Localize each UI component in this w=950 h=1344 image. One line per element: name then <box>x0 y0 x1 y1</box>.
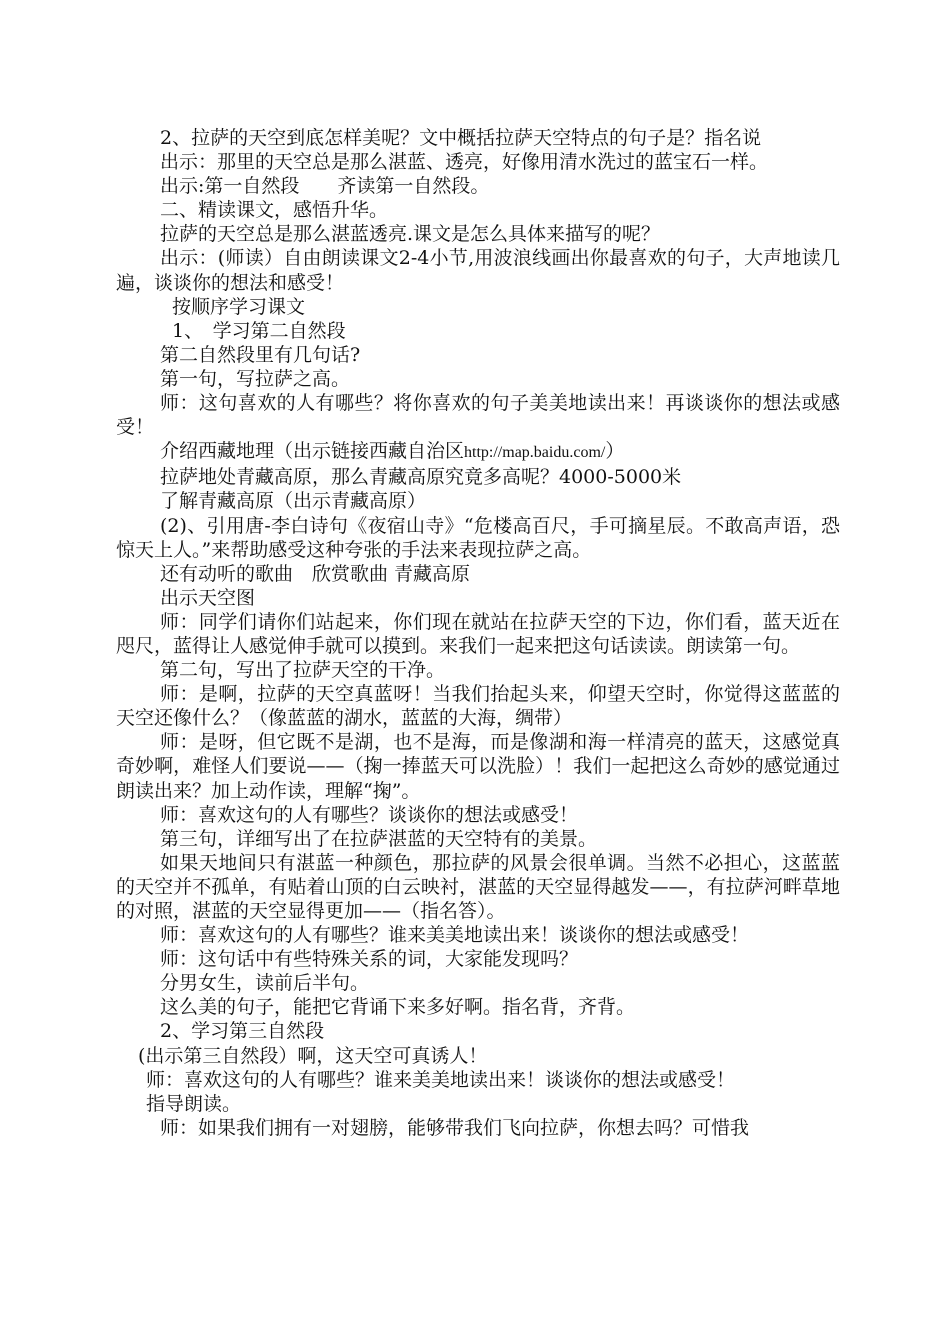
paragraph-text: 分男女生，读前后半句。 <box>160 972 370 995</box>
paragraph-text: 师：是呀，但它既不是湖，也不是海，而是像湖和海一样清亮的蓝天，这感觉真奇妙啊，难怪人们要说——（掬一捧蓝天可以洗脸）！我们一起把这么奇妙的感觉通过朗读出来？加上动作读，理解“掬”。 <box>116 731 840 802</box>
paragraph-text: 1、 学习第二自然段 <box>172 319 346 342</box>
paragraph <box>116 803 840 827</box>
paragraph-text: (出示第三自然段）啊，这天空可真诱人！ <box>138 1044 488 1067</box>
paragraph <box>116 586 840 610</box>
paragraph-text: 师：喜欢这句的人有哪些？谁来美美地读出来！谈谈你的想法或感受！ <box>160 924 750 947</box>
paragraph <box>116 439 840 465</box>
paragraph <box>116 319 840 343</box>
paragraph <box>116 514 840 562</box>
paragraph <box>116 295 840 319</box>
paragraph-text: 2、拉萨的天空到底怎样美呢？文中概括拉萨天空特点的句子是？指名说 <box>160 127 762 149</box>
paragraph-text: 二、精读课文，感悟升华。 <box>160 199 389 222</box>
paragraph <box>116 174 840 198</box>
paragraph <box>116 851 840 923</box>
paragraph <box>116 1092 840 1116</box>
paragraph <box>116 682 840 730</box>
paragraph-text: 师：同学们请你们站起来，你们现在就站在拉萨天空的下边，你们看，蓝天近在咫尺，蓝得让人感觉伸手就可以摸到。来我们一起来把这句话读读。朗读第一句。 <box>116 610 840 657</box>
paragraph <box>116 827 840 851</box>
paragraph <box>116 562 840 586</box>
paragraph <box>116 391 840 439</box>
paragraph-text: 指导朗读。 <box>146 1092 242 1115</box>
paragraph <box>116 1044 840 1068</box>
paragraph <box>116 995 840 1019</box>
paragraph-text: 第三句，详细写出了在拉萨湛蓝的天空特有的美景。 <box>160 827 598 850</box>
paragraph-text: 师：这句话中有些特殊关系的词，大家能发现吗？ <box>160 948 579 971</box>
paragraph <box>116 730 840 802</box>
paragraph <box>116 610 840 658</box>
paragraph <box>116 658 840 682</box>
paragraph <box>116 1068 840 1092</box>
paragraph-text: 出示：那里的天空总是那么湛蓝、透亮，好像用清水洗过的蓝宝石一样。 <box>160 151 769 174</box>
paragraph-text: (2)、引用唐-李白诗句《夜宿山寺》“危楼高百尺，手可摘星辰。不敢高声语，恐惊天上人。”来帮助感受这种夸张的手法来表现拉萨之高。 <box>116 514 840 561</box>
paragraph-text: 还有动听的歌曲 欣赏歌曲 青藏高原 <box>160 562 471 585</box>
paragraph-text: 按顺序学习课文 <box>172 295 306 318</box>
paragraph <box>116 343 840 367</box>
paragraph-tail: ） <box>605 440 625 463</box>
paragraph-text: 介绍西藏地理（出示链接西藏自治区 <box>160 440 465 463</box>
paragraph <box>116 198 840 222</box>
paragraph <box>116 465 840 489</box>
paragraph <box>116 222 840 246</box>
paragraph-text: 师：这句喜欢的人有哪些？将你喜欢的句子美美地读出来！再谈谈你的想法或感受！ <box>116 392 840 439</box>
paragraph-text: 2、学习第三自然段 <box>160 1020 325 1043</box>
paragraph-text: 第一句，写拉萨之高。 <box>160 367 351 390</box>
paragraph-text: 出示天空图 <box>160 586 256 609</box>
paragraph-text: 师：喜欢这句的人有哪些？谁来美美地读出来！谈谈你的想法或感受！ <box>146 1068 736 1091</box>
paragraph-text: 这么美的句子，能把它背诵下来多好啊。指名背，齐背。 <box>160 996 636 1019</box>
paragraph <box>116 923 840 947</box>
paragraph <box>116 126 840 150</box>
paragraph-text: 师：喜欢这句的人有哪些？谈谈你的想法或感受！ <box>160 803 579 826</box>
paragraph <box>116 246 840 294</box>
paragraph <box>116 947 840 971</box>
paragraph <box>116 150 840 174</box>
paragraph-text: 出示:第一自然段 齐读第一自然段。 <box>160 175 490 198</box>
document-body <box>116 126 840 1140</box>
paragraph-text: 师：如果我们拥有一对翅膀，能够带我们飞向拉萨，你想去吗？可惜我 <box>160 1116 750 1139</box>
paragraph-text: 第二自然段里有几句话? <box>160 343 361 366</box>
paragraph-text: 拉萨的天空总是那么湛蓝透亮.课文是怎么具体来描写的呢？ <box>160 223 661 246</box>
paragraph-text: 如果天地间只有湛蓝一种颜色，那拉萨的风景会很单调。当然不必担心，这蓝蓝的天空并不孤单，有贴着山顶的白云映衬，湛蓝的天空显得越发——，有拉萨河畔草地的对照，湛蓝的天空显得更加——（指名答）。 <box>116 851 840 922</box>
paragraph-text: 拉萨地处青藏高原，那么青藏高原究竟多高呢？4000-5000米 <box>160 466 682 489</box>
paragraph-text: 了解青藏高原（出示青藏高原） <box>160 490 427 513</box>
paragraph <box>116 367 840 391</box>
paragraph-text: 第二句，写出了拉萨天空的干净。 <box>160 659 446 682</box>
paragraph <box>116 1116 840 1140</box>
paragraph <box>116 971 840 995</box>
paragraph-text: 出示：(师读）自由朗读课文2-4小节,用波浪线画出你最喜欢的句子，大声地读几遍，谈谈你的想法和感受！ <box>116 247 840 294</box>
paragraph-text: 师：是啊，拉萨的天空真蓝呀！当我们抬起头来，仰望天空时，你觉得这蓝蓝的天空还像什么？（像蓝蓝的湖水，蓝蓝的大海，绸带） <box>116 683 840 730</box>
paragraph <box>116 489 840 513</box>
link-url[interactable]: http://map.baidu.com/ <box>464 444 606 462</box>
paragraph <box>116 1019 840 1043</box>
